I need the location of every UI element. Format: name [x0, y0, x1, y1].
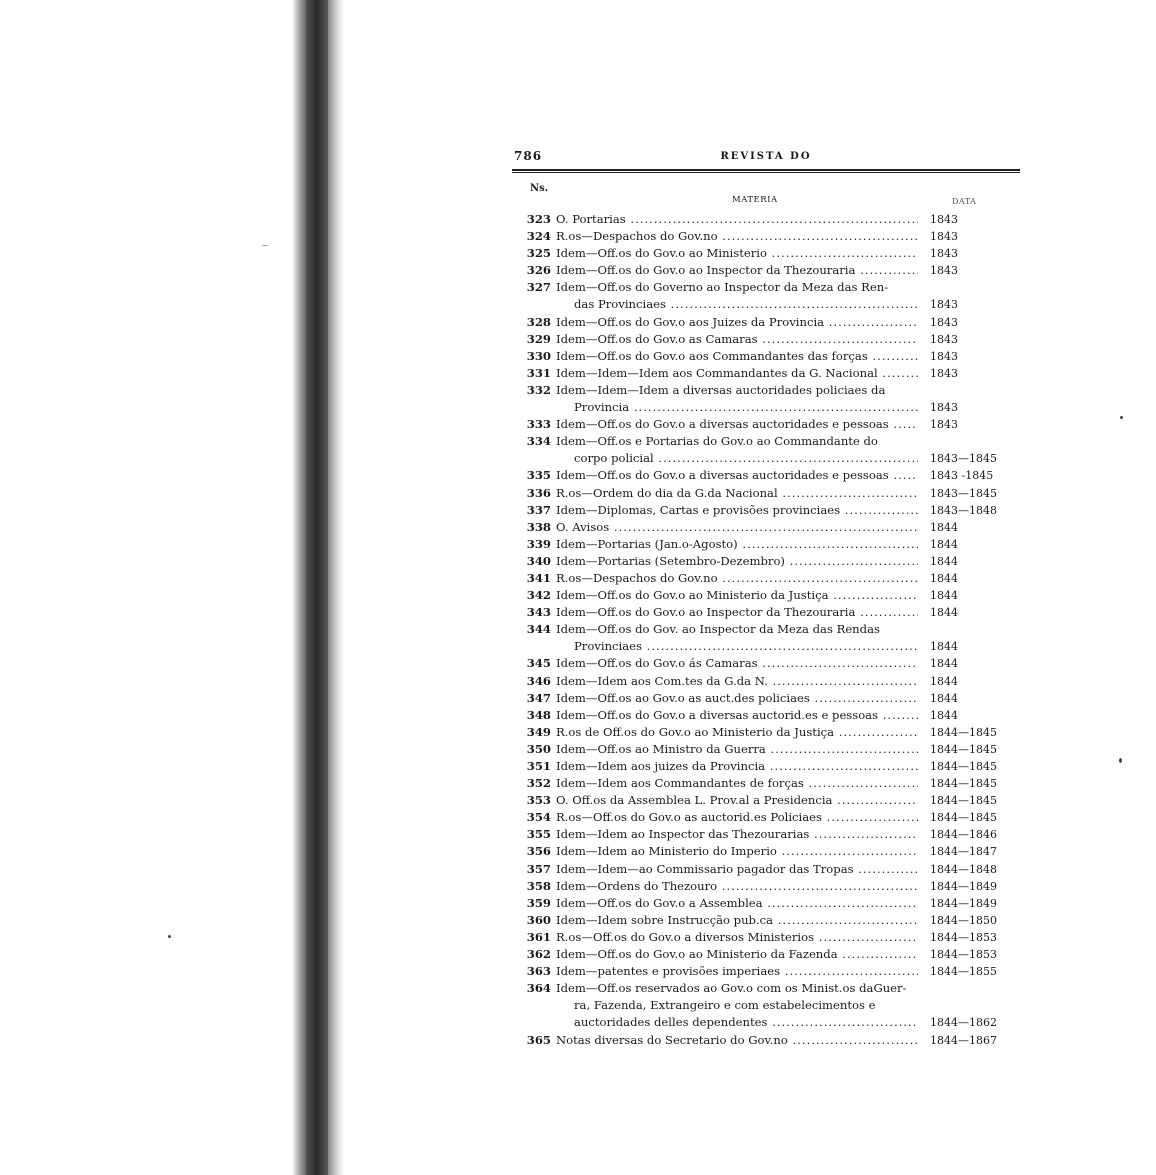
running-title: REVISTA DO [720, 151, 812, 162]
entry-subject-line: Idem—Idem aos Com.tes da G.da N. ..... [556, 673, 918, 690]
entry-subject [556, 673, 918, 690]
table-row [512, 707, 1020, 724]
table-row [512, 963, 1020, 980]
table-row [512, 912, 1020, 929]
entry-subject [556, 416, 918, 433]
entry-number: 334 [526, 434, 551, 449]
entry-date: 1843 [930, 230, 958, 244]
entry-number: 345 [526, 656, 551, 671]
entry-subject-line: Idem—Off.os e Portarias do Gov.o ao Commandante do [556, 434, 878, 449]
entry-subject-line: Idem—Off.os do Gov.o a diversas auctorid.es e pessoas ..... [556, 707, 918, 724]
entry-subject-line: das Provinciaes ..... [556, 296, 918, 313]
entry-number: 337 [526, 502, 551, 517]
entry-date: 1843 [930, 247, 958, 261]
entry-date: 1844 [930, 640, 958, 654]
entry-subject-line: Idem—Off.os do Gov.o as Camaras ..... [556, 331, 918, 348]
entry-number: 349 [526, 724, 551, 739]
entry-subject [556, 433, 918, 467]
entry-number: 363 [526, 964, 551, 979]
entry-subject [556, 878, 918, 895]
entry-subject-line: Idem—Idem aos Commandantes de forças ..... [556, 775, 918, 792]
table-row [512, 655, 1020, 672]
entry-subject-line: Provincia ..... [556, 399, 918, 416]
entry-date: 1844 [930, 657, 958, 671]
table-row [512, 980, 1020, 1031]
entry-subject-line: R.os de Off.os do Gov.o ao Ministerio da Justiça ..... [556, 724, 918, 741]
table-row [512, 724, 1020, 741]
entry-subject-line: Idem—Off.os do Gov.o a Assemblea ..... [556, 895, 918, 912]
entry-date: 1843 [930, 401, 958, 415]
entry-date: 1844 [930, 520, 958, 534]
book-gutter-shadow [292, 0, 344, 1175]
entry-subject-line: O. Off.os da Assemblea L. Prov.al a Presidencia ..... [556, 792, 918, 809]
table-row [512, 878, 1020, 895]
table-row [512, 382, 1020, 416]
entry-subject-line: Idem—patentes e provisões imperiaes ..... [556, 963, 918, 980]
entry-subject [556, 980, 918, 1031]
entry-date: 1844 [930, 674, 958, 688]
entry-number: 336 [526, 485, 551, 500]
entry-subject [556, 1032, 918, 1049]
entry-date: 1843 [930, 418, 958, 432]
entry-subject-line: R.os—Off.os do Gov.o as auctorid.es Policiaes ..... [556, 809, 918, 826]
entry-subject [556, 826, 918, 843]
entry-subject [556, 348, 918, 365]
table-row [512, 895, 1020, 912]
entry-date: 1844 [930, 606, 958, 620]
entry-subject [556, 707, 918, 724]
column-header-subject: MATERIA [732, 195, 778, 205]
entry-date: 1843 -1845 [930, 469, 994, 483]
entry-subject [556, 485, 918, 502]
entry-number: 352 [526, 776, 551, 791]
entry-date: 1844—1853 [930, 930, 997, 944]
entry-number: 357 [526, 861, 551, 876]
entry-subject [556, 963, 918, 980]
entry-date: 1843—1845 [930, 486, 997, 500]
table-row [512, 331, 1020, 348]
entry-subject [556, 365, 918, 382]
table-row [512, 485, 1020, 502]
entry-subject [556, 553, 918, 570]
entry-date: 1843 [930, 264, 958, 278]
entry-number: 364 [526, 981, 551, 996]
entry-subject-line: Idem—Off.os do Gov.o ao Ministerio ..... [556, 245, 918, 262]
entry-subject-line: Provinciaes ..... [556, 638, 918, 655]
entry-subject-line: Idem—Off.os ao Gov.o as auct.des policiaes ..... [556, 690, 918, 707]
table-row [512, 1032, 1020, 1049]
table-row [512, 587, 1020, 604]
entry-subject-line: Idem—Diplomas, Cartas e provisões provinciaes ..... [556, 502, 918, 519]
entry-date: 1843—1845 [930, 452, 997, 466]
entry-subject-line: Idem—Idem sobre Instrucção pub.ca ..... [556, 912, 918, 929]
entry-subject-line: Idem—Idem—Idem a diversas auctoridades policiaes da [556, 382, 886, 397]
entry-number: 358 [526, 878, 551, 893]
entry-subject-line: Idem—Off.os do Gov.o ás Camaras ..... [556, 655, 918, 672]
entry-date: 1844 [930, 571, 958, 585]
entry-number: 342 [526, 588, 551, 603]
paper-speck [1119, 758, 1122, 763]
column-headers [512, 173, 1020, 211]
entry-date: 1843 [930, 332, 958, 346]
entry-subject-line: ra, Fazenda, Extrangeiro e com estabelecimentos e [574, 998, 876, 1013]
entry-subject [556, 467, 918, 484]
entry-subject-line: R.os—Ordem do dia da G.da Nacional ..... [556, 485, 918, 502]
entry-date: 1844—1845 [930, 725, 997, 739]
entry-date: 1844—1867 [930, 1033, 997, 1047]
entry-subject [556, 861, 918, 878]
entry-subject [556, 262, 918, 279]
catalogue-entries [512, 211, 1020, 1049]
entry-subject-line: Idem—Off.os do Gov.o a diversas auctoridades e pessoas ..... [556, 416, 918, 433]
table-row [512, 502, 1020, 519]
entry-subject [556, 758, 918, 775]
table-row [512, 690, 1020, 707]
entry-subject [556, 604, 918, 621]
entry-subject-line: Idem—Off.os do Gov.o ao Ministerio da Justiça ..... [556, 587, 918, 604]
entry-date: 1844—1846 [930, 828, 997, 842]
entry-date: 1844—1845 [930, 811, 997, 825]
entry-subject [556, 946, 918, 963]
page-number: 786 [514, 149, 543, 163]
entry-subject-line: Idem—Off.os reservados ao Gov.o com os Minist.os daGuer- [556, 981, 907, 996]
entry-subject [556, 279, 918, 313]
entry-subject-line: Notas diversas do Secretario do Gov.no ..... [556, 1032, 918, 1049]
entry-number: 330 [526, 348, 551, 363]
entry-subject [556, 211, 918, 228]
entry-number: 344 [526, 622, 551, 637]
entry-date: 1843 [930, 298, 958, 312]
entry-subject [556, 895, 918, 912]
entry-number: 365 [526, 1032, 551, 1047]
entry-number: 355 [526, 827, 551, 842]
column-header-number: Ns. [530, 183, 549, 194]
entry-date: 1844—1849 [930, 879, 997, 893]
entry-subject [556, 314, 918, 331]
entry-subject [556, 655, 918, 672]
entry-number: 325 [526, 246, 551, 261]
entry-subject-line: corpo policial ..... [556, 450, 918, 467]
entry-subject [556, 843, 918, 860]
entry-number: 360 [526, 912, 551, 927]
table-row [512, 809, 1020, 826]
entry-date: 1844—1847 [930, 845, 997, 859]
entry-date: 1844—1848 [930, 862, 997, 876]
entry-date: 1844—1853 [930, 948, 997, 962]
table-row [512, 621, 1020, 655]
entry-subject-line: Idem—Off.os do Gov. ao Inspector da Meza das Rendas [556, 622, 880, 637]
entry-subject-line: Idem—Idem—ao Commissario pagador das Tropas ..... [556, 861, 918, 878]
entry-subject [556, 809, 918, 826]
entry-subject [556, 912, 918, 929]
entry-subject-line: auctoridades delles dependentes ..... [556, 1014, 918, 1031]
entry-subject [556, 741, 918, 758]
entry-number: 329 [526, 331, 551, 346]
entry-number: 335 [526, 468, 551, 483]
table-row [512, 314, 1020, 331]
entry-subject-line: Idem—Idem ao Inspector das Thezourarias ..... [556, 826, 918, 843]
table-row [512, 604, 1020, 621]
entry-subject-line: Idem—Off.os do Governo ao Inspector da Meza das Ren- [556, 280, 889, 295]
entry-subject [556, 587, 918, 604]
entry-number: 353 [526, 793, 551, 808]
entry-number: 341 [526, 570, 551, 585]
entry-subject-line: Idem—Off.os do Gov.o aos Commandantes das forças ..... [556, 348, 918, 365]
entry-subject-line: Idem—Portarias (Jan.o-Agosto) ..... [556, 536, 918, 553]
table-row [512, 279, 1020, 313]
entry-number: 328 [526, 314, 551, 329]
table-row [512, 536, 1020, 553]
table-row [512, 741, 1020, 758]
entry-subject-line: Idem—Idem aos juizes da Provincia ..... [556, 758, 918, 775]
entry-date: 1844—1845 [930, 760, 997, 773]
entry-number: 350 [526, 741, 551, 756]
table-row [512, 262, 1020, 279]
entry-date: 1844 [930, 708, 958, 722]
entry-number: 347 [526, 690, 551, 705]
table-row [512, 946, 1020, 963]
entry-subject-line: Idem—Portarias (Setembro-Dezembro) ..... [556, 553, 918, 570]
entry-subject-line: Idem—Off.os do Gov.o ao Inspector da Thezouraria ..... [556, 262, 918, 279]
entry-subject-line: Idem—Off.os do Gov.o a diversas auctoridades e pessoas ..... [556, 467, 918, 484]
entry-number: 356 [526, 844, 551, 859]
entry-number: 346 [526, 673, 551, 688]
entry-subject-line: Idem—Ordens do Thezouro ..... [556, 878, 918, 895]
entry-date: 1844—1850 [930, 913, 997, 927]
entry-date: 1844—1845 [930, 742, 997, 756]
entry-subject [556, 536, 918, 553]
entry-number: 338 [526, 519, 551, 534]
table-row [512, 211, 1020, 228]
entry-number: 339 [526, 536, 551, 551]
entry-subject [556, 690, 918, 707]
table-row [512, 673, 1020, 690]
entry-number: 351 [526, 759, 551, 773]
entry-date: 1843 [930, 349, 958, 363]
entry-date: 1844—1849 [930, 896, 997, 910]
running-head [512, 145, 1020, 167]
table-row [512, 433, 1020, 467]
table-row [512, 929, 1020, 946]
entry-subject [556, 929, 918, 946]
entry-subject-line: R.os—Off.os do Gov.o a diversos Ministerios ..... [556, 929, 918, 946]
entry-date: 1843—1848 [930, 503, 997, 517]
entry-date: 1843 [930, 315, 958, 329]
entry-number: 324 [526, 229, 551, 244]
entry-date: 1844 [930, 589, 958, 603]
gutter-shade-right [328, 0, 344, 1175]
entry-subject-line: O. Avisos ..... [556, 519, 918, 536]
entry-number: 343 [526, 605, 551, 620]
paper-speck [262, 245, 268, 246]
entry-number: 326 [526, 263, 551, 278]
column-header-date: DATA [952, 197, 977, 206]
table-row [512, 228, 1020, 245]
table-row [512, 365, 1020, 382]
entry-subject-line: Idem—Idem ao Ministerio do Imperio ..... [556, 843, 918, 860]
table-row [512, 775, 1020, 792]
entry-subject [556, 792, 918, 809]
entry-number: 323 [526, 212, 551, 226]
entry-subject [556, 570, 918, 587]
entry-number: 354 [526, 810, 551, 825]
entry-number: 362 [526, 947, 551, 962]
table-row [512, 553, 1020, 570]
entry-subject [556, 724, 918, 741]
entry-subject [556, 228, 918, 245]
table-row [512, 570, 1020, 587]
paper-speck [168, 935, 171, 938]
entry-subject [556, 519, 918, 536]
entry-number: 359 [526, 895, 551, 910]
entry-date: 1844—1845 [930, 794, 997, 808]
entry-subject-line: Idem—Off.os do Gov.o aos Juizes da Provincia ..... [556, 314, 918, 331]
entry-subject [556, 245, 918, 262]
entry-subject [556, 775, 918, 792]
table-row [512, 519, 1020, 536]
entry-number: 361 [526, 929, 551, 944]
table-row [512, 792, 1020, 809]
entry-number: 331 [526, 365, 551, 380]
entry-date: 1844 [930, 691, 958, 705]
table-row [512, 826, 1020, 843]
entry-date: 1844 [930, 537, 958, 551]
entry-number: 340 [526, 553, 551, 568]
entry-date: 1844—1845 [930, 777, 997, 791]
table-row [512, 861, 1020, 878]
table-row [512, 758, 1020, 775]
entry-subject-line: Idem—Off.os ao Ministro da Guerra ..... [556, 741, 918, 758]
book-page [512, 145, 1020, 1049]
entry-date: 1843 [930, 366, 958, 380]
entry-subject [556, 382, 918, 416]
table-row [512, 467, 1020, 484]
paper-speck [1120, 416, 1123, 419]
entry-subject-line: Idem—Off.os do Gov.o ao Ministerio da Fazenda ..... [556, 946, 918, 963]
entry-subject [556, 502, 918, 519]
entry-subject-line: Idem—Idem—Idem aos Commandantes da G. Nacional ..... [556, 365, 918, 382]
entry-subject [556, 331, 918, 348]
entry-subject-line: R.os—Despachos do Gov.no ..... [556, 228, 918, 245]
table-row [512, 245, 1020, 262]
table-row [512, 348, 1020, 365]
entry-subject-line: Idem—Off.os do Gov.o ao Inspector da Thezouraria ..... [556, 604, 918, 621]
entry-date: 1843 [930, 213, 958, 226]
entry-subject [556, 621, 918, 655]
entry-subject-line: O. Portarias ..... [556, 211, 918, 228]
gutter-shade-left [292, 0, 306, 1175]
entry-number: 333 [526, 417, 551, 432]
table-row [512, 843, 1020, 860]
entry-number: 332 [526, 382, 551, 397]
entry-number: 348 [526, 707, 551, 722]
entry-number: 327 [526, 280, 551, 295]
gutter-shade-center [306, 0, 328, 1175]
entry-date: 1844—1855 [930, 965, 997, 979]
table-row [512, 416, 1020, 433]
entry-date: 1844—1862 [930, 1016, 997, 1030]
entry-date: 1844 [930, 554, 958, 568]
entry-subject-line: R.os—Despachos do Gov.no ..... [556, 570, 918, 587]
